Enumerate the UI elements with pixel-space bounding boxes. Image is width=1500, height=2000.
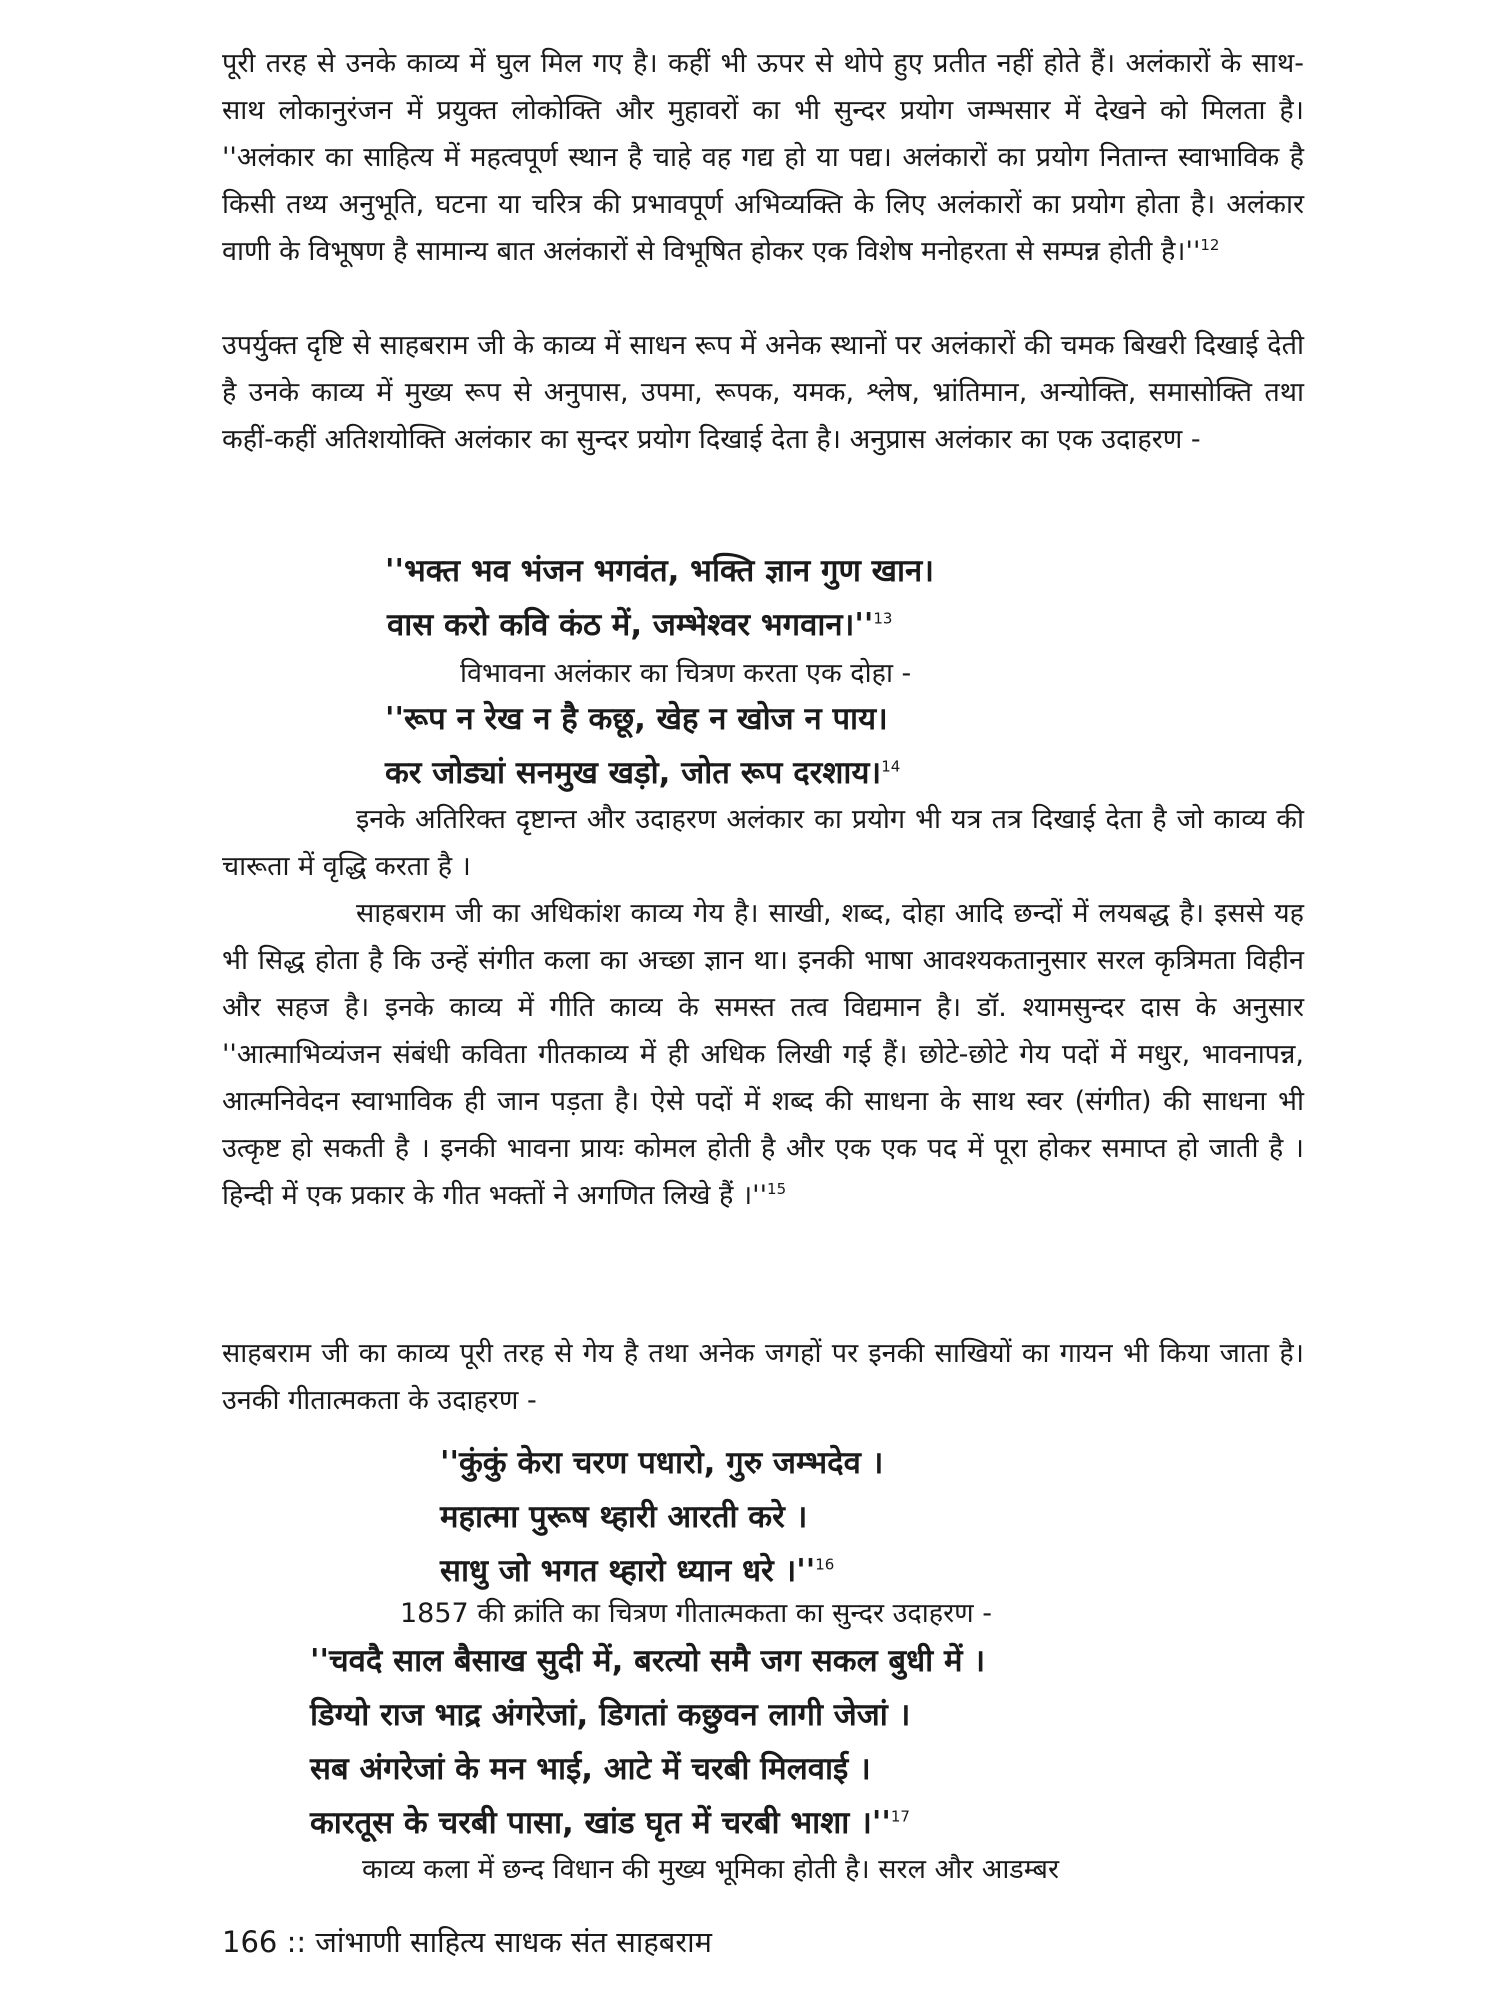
verse-anupras-line-2-text: वास करो कवि कंठ में, जम्भेश्वर भगवान।'' [387, 607, 874, 643]
lead-vibhavana: विभावना अलंकार का चित्रण करता एक दोहा - [460, 658, 912, 689]
footnote-marker-12: 12 [1200, 236, 1220, 254]
paragraph-drishtant: इनके अतिरिक्त दृष्टान्त और उदाहरण अलंकार का प्रयोग भी यत्र तत्र दिखाई देता है जो काव्य की चारूता में वृद्धि करता है । [222, 804, 1304, 882]
footnote-marker-16: 16 [815, 1555, 835, 1574]
verse-kranti-line-2: डिग्यो राज भाद्र अंगरेजां, डिगतां कछुवन लागी जेजां । [310, 1697, 911, 1733]
footnote-marker-14: 14 [881, 757, 901, 776]
verse-vibhavana-line-1: ''रूप न रेख न है कछू, खेह न खोज न पाय। [385, 701, 888, 737]
verse-aarti [440, 1436, 883, 1598]
verse-anupras-line-1: ''भक्त भव भंजन भगवंत, भक्ति ज्ञान गुण खान। [385, 553, 934, 589]
book-title: जांभाणी साहित्य साधक संत साहबराम [315, 1925, 713, 1959]
paragraph-chhand-vidhan: काव्य कला में छन्द विधान की मुख्य भूमिका होती है। सरल और आडम्बर [362, 1854, 1059, 1885]
verse-vibhavana-line-2 [385, 746, 900, 800]
paragraph-geetatmakta: साहबराम जी का काव्य पूरी तरह से गेय है तथा अनेक जगहों पर इनकी साखियों का गायन भी किया जाता है। उनकी गीतात्मकता के उदाहरण - [222, 1338, 1304, 1416]
footnote-marker-13: 13 [873, 609, 893, 628]
verse-anupras [385, 544, 934, 652]
footer-separator: :: [286, 1925, 307, 1959]
paragraph-alankar-intro [222, 40, 1304, 275]
verse-vibhavana-line-2-text: कर जोड्यां सनमुख खड़ो, जोत रूप दरशाय। [385, 755, 882, 791]
verse-kranti-line-4-text: कारतूस के चरबी पासा, खांड घृत में चरबी भाशा ।'' [310, 1805, 891, 1841]
verse-vibhavana [385, 692, 900, 800]
footnote-marker-17: 17 [890, 1807, 910, 1826]
paragraph-geyata [222, 890, 1304, 1219]
paragraph-geyata-text: साहबराम जी का अधिकांश काव्य गेय है। साखी, शब्द, दोहा आदि छन्दों में लयबद्ध है। इससे यह भी सिद्ध होता है कि उन्हें संगीत कला का अच्छा ज्ञान था। इनकी भाषा आवश्यकतानुसार सरल कृत्रिमता विहीन और सहज है। इनके काव्य में गीति काव्य के समस्त तत्व विद्यमान है। डॉ. श्यामसुन्दर दास के अनुसार ''आत्माभिव्यंजन संबंधी कविता गीतकाव्य में ही अधिक लिखी गई हैं। छोटे-छोटे गेय पदों में मधुर, भावनापन्न, आत्मनिवेदन स्वाभाविक ही जान पड़ता है। ऐसे पदों में शब्द की साधना के साथ स्वर (संगीत) की साधना भी उत्कृष्ट हो सकती है । इनकी भावना प्रायः कोमल होती है और एक एक पद में पूरा होकर समाप्त हो जाती है । हिन्दी में एक प्रकार के गीत भक्तों ने अगणित लिखे हैं ।'' [222, 898, 1304, 1211]
verse-anupras-line-2 [385, 598, 934, 652]
lead-kranti: 1857 की क्रांति का चित्रण गीतात्मकता का सुन्दर उदाहरण - [400, 1598, 992, 1629]
verse-kranti-line-1: ''चवदै साल बैसाख सुदी में, बरत्यो समै जग सकल बुधी में । [310, 1643, 986, 1679]
verse-kranti [310, 1634, 985, 1850]
verse-kranti-line-4 [310, 1796, 985, 1850]
paragraph-alankar-intro-text: पूरी तरह से उनके काव्य में घुल मिल गए है। कहीं भी ऊपर से थोपे हुए प्रतीत नहीं होते हैं। अलंकारों के साथ-साथ लोकानुरंजन में प्रयुक्त लोकोक्ति और मुहावरों का भी सुन्दर प्रयोग जम्भसार में देखने को मिलता है। ''अलंकार का साहित्य में महत्वपूर्ण स्थान है चाहे वह गद्य हो या पद्य। अलंकारों का प्रयोग नितान्त स्वाभाविक है किसी तथ्य अनुभूति, घटना या चरित्र की प्रभावपूर्ण अभिव्यक्ति के लिए अलंकारों का प्रयोग होता है। अलंकार वाणी के विभूषण है सामान्य बात अलंकारों से विभूषित होकर एक विशेष मनोहरता से सम्पन्न होती है।'' [222, 48, 1304, 267]
footnote-marker-15: 15 [767, 1180, 787, 1198]
paragraph-alankar-types: उपर्युक्त दृष्टि से साहबराम जी के काव्य में साधन रूप में अनेक स्थानों पर अलंकारों की चमक बिखरी दिखाई देती है उनके काव्य में मुख्य रूप से अनुपास, उपमा, रूपक, यमक, श्लेष, भ्रांतिमान, अन्योक्ति, समासोक्ति तथा कहीं-कहीं अतिशयोक्ति अलंकार का सुन्दर प्रयोग दिखाई देता है। अनुप्रास अलंकार का एक उदाहरण - [222, 330, 1304, 455]
page-footer [222, 1922, 712, 1962]
verse-aarti-line-2: महात्मा पुरूष थ्हारी आरती करे । [440, 1499, 808, 1535]
page-number: 166 [222, 1925, 278, 1959]
verse-aarti-line-3-text: साधु जो भगत थ्हारो ध्यान धरे ।'' [440, 1553, 816, 1589]
verse-aarti-line-1: ''कुंकुं केरा चरण पधारो, गुरु जम्भदेव । [440, 1445, 884, 1481]
verse-kranti-line-3: सब अंगरेजां के मन भाई, आटे में चरबी मिलवाई । [310, 1751, 871, 1787]
